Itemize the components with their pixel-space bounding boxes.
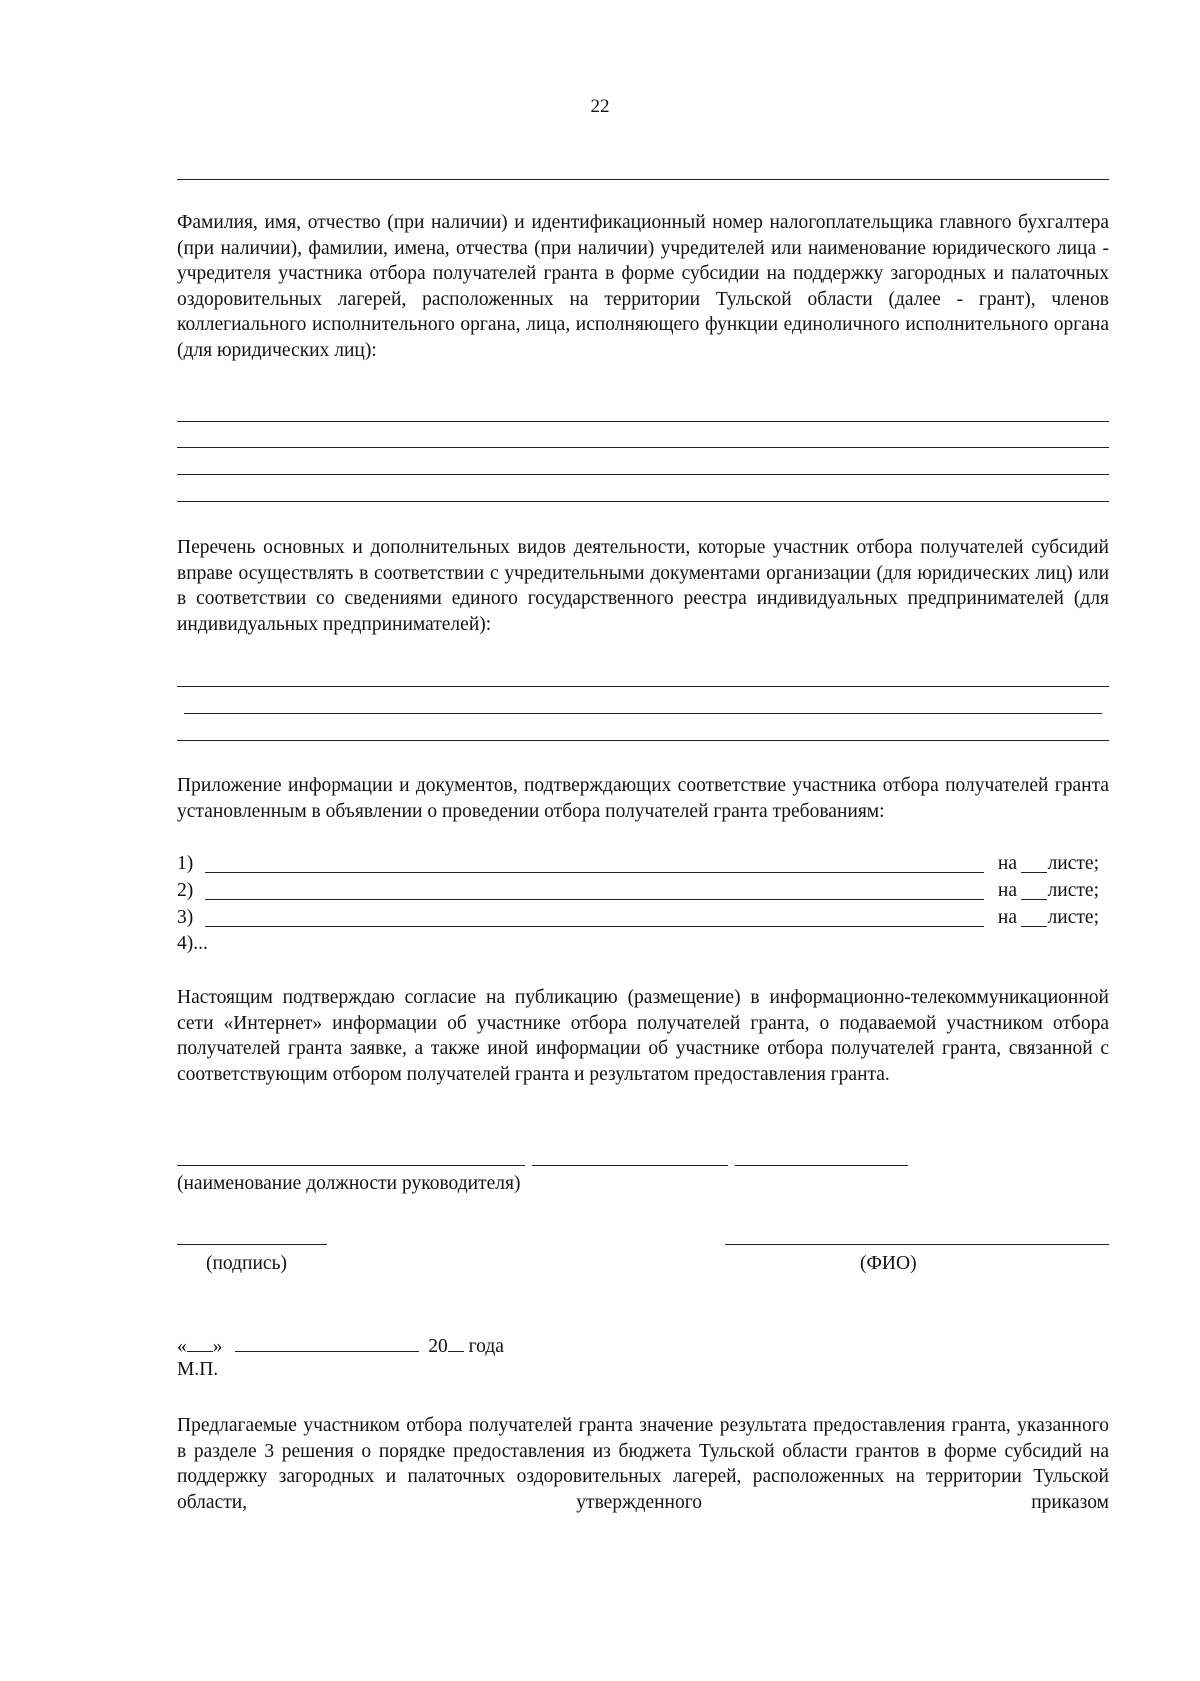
fio-fill-line[interactable] [725, 1244, 1109, 1245]
sheet-count-blank[interactable] [1021, 926, 1047, 927]
fill-line[interactable] [177, 447, 1109, 448]
fio-label: (ФИО) [860, 1253, 917, 1274]
attachment-number: 2) [177, 880, 194, 901]
attachment-fill-line[interactable] [205, 926, 984, 927]
fill-line[interactable] [177, 474, 1109, 475]
attachment-on-label: на [997, 853, 1017, 874]
attachment-sheet-label: листе; [1047, 880, 1099, 901]
position-label: (наименование должности руководителя) [177, 1173, 521, 1194]
fill-line[interactable] [177, 421, 1109, 422]
result-paragraph: Предлагаемые участником отбора получателей гранта значение результата предоставления гранта, указанного в разделе 3 решения о порядке предоставления из бюджета Тульской области грантов в форме субсидий на поддержку загородных и палаточных оздоровительных лагерей, расположенных на территории Тульской области, утвержденного приказом [177, 1415, 1109, 1513]
signature-fill-line[interactable] [177, 1244, 327, 1245]
fill-line[interactable] [177, 740, 1109, 741]
sheet-count-blank[interactable] [1021, 872, 1047, 873]
attachment-on-label: на [997, 907, 1017, 928]
sheet-count-blank[interactable] [1021, 899, 1047, 900]
attachment-more: 4)... [177, 933, 208, 954]
year-suffix: года [468, 1336, 504, 1357]
position-fill-line[interactable] [177, 1165, 525, 1166]
year-blank[interactable] [448, 1333, 464, 1352]
date-close-quote: » [212, 1336, 223, 1357]
position-fill-line[interactable] [532, 1165, 728, 1166]
consent-paragraph: Настоящим подтверждаю согласие на публикацию (размещение) в информационно-телекоммуникационной сети «Интернет» информации об участнике отбора получателей гранта, о подаваемой участником отбора получателей гранта заявке, а также иной информации об участнике отбора получателей гранта, связанной с соответствующим отбором получателей гранта и результатом предоставления гранта. [177, 987, 1109, 1085]
date-line [177, 1333, 504, 1359]
header-rule [177, 179, 1109, 180]
position-fill-line[interactable] [735, 1165, 908, 1166]
attachment-sheet-label: листе; [1047, 907, 1099, 928]
attachments-paragraph: Приложение информации и документов, подтверждающих соответствие участника отбора получателей гранта установленным в объявлении о проведении отбора получателей гранта требованиям: [177, 775, 1109, 822]
day-blank[interactable] [187, 1333, 213, 1352]
attachment-fill-line[interactable] [205, 899, 984, 900]
page-number: 22 [590, 96, 610, 117]
fill-line[interactable] [177, 501, 1109, 502]
date-open-quote: « [177, 1336, 187, 1357]
attachment-number: 1) [177, 853, 194, 874]
stamp-label: М.П. [177, 1359, 219, 1380]
attachment-fill-line[interactable] [205, 872, 984, 873]
month-blank[interactable] [235, 1333, 419, 1352]
signature-label: (подпись) [206, 1253, 287, 1274]
attachment-on-label: на [997, 880, 1017, 901]
fill-line[interactable] [177, 686, 1109, 687]
applicant-persons-paragraph: Фамилия, имя, отчество (при наличии) и идентификационный номер налогоплательщика главного бухгалтера (при наличии), фамилии, имена, отчества (при наличии) учредителей или наименование юридического лица - учредителя участника отбора получателей гранта в форме субсидии на поддержку загородных и палаточных оздоровительных лагерей, расположенных на территории Тульской области (далее - грант), членов коллегиального исполнительного органа, лица, исполняющего функции единоличного исполнительного органа (для юридических лиц): [177, 212, 1109, 361]
attachment-number: 3) [177, 907, 194, 928]
fill-line[interactable] [184, 713, 1102, 714]
activities-paragraph: Перечень основных и дополнительных видов деятельности, которые участник отбора получателей субсидий вправе осуществлять в соответствии с учредительными документами организации (для юридических лиц) или в соответствии со сведениями единого государственного реестра индивидуальных предпринимателей (для индивидуальных предпринимателей): [177, 537, 1109, 635]
attachment-sheet-label: листе; [1047, 853, 1099, 874]
year-prefix: 20 [428, 1336, 448, 1357]
